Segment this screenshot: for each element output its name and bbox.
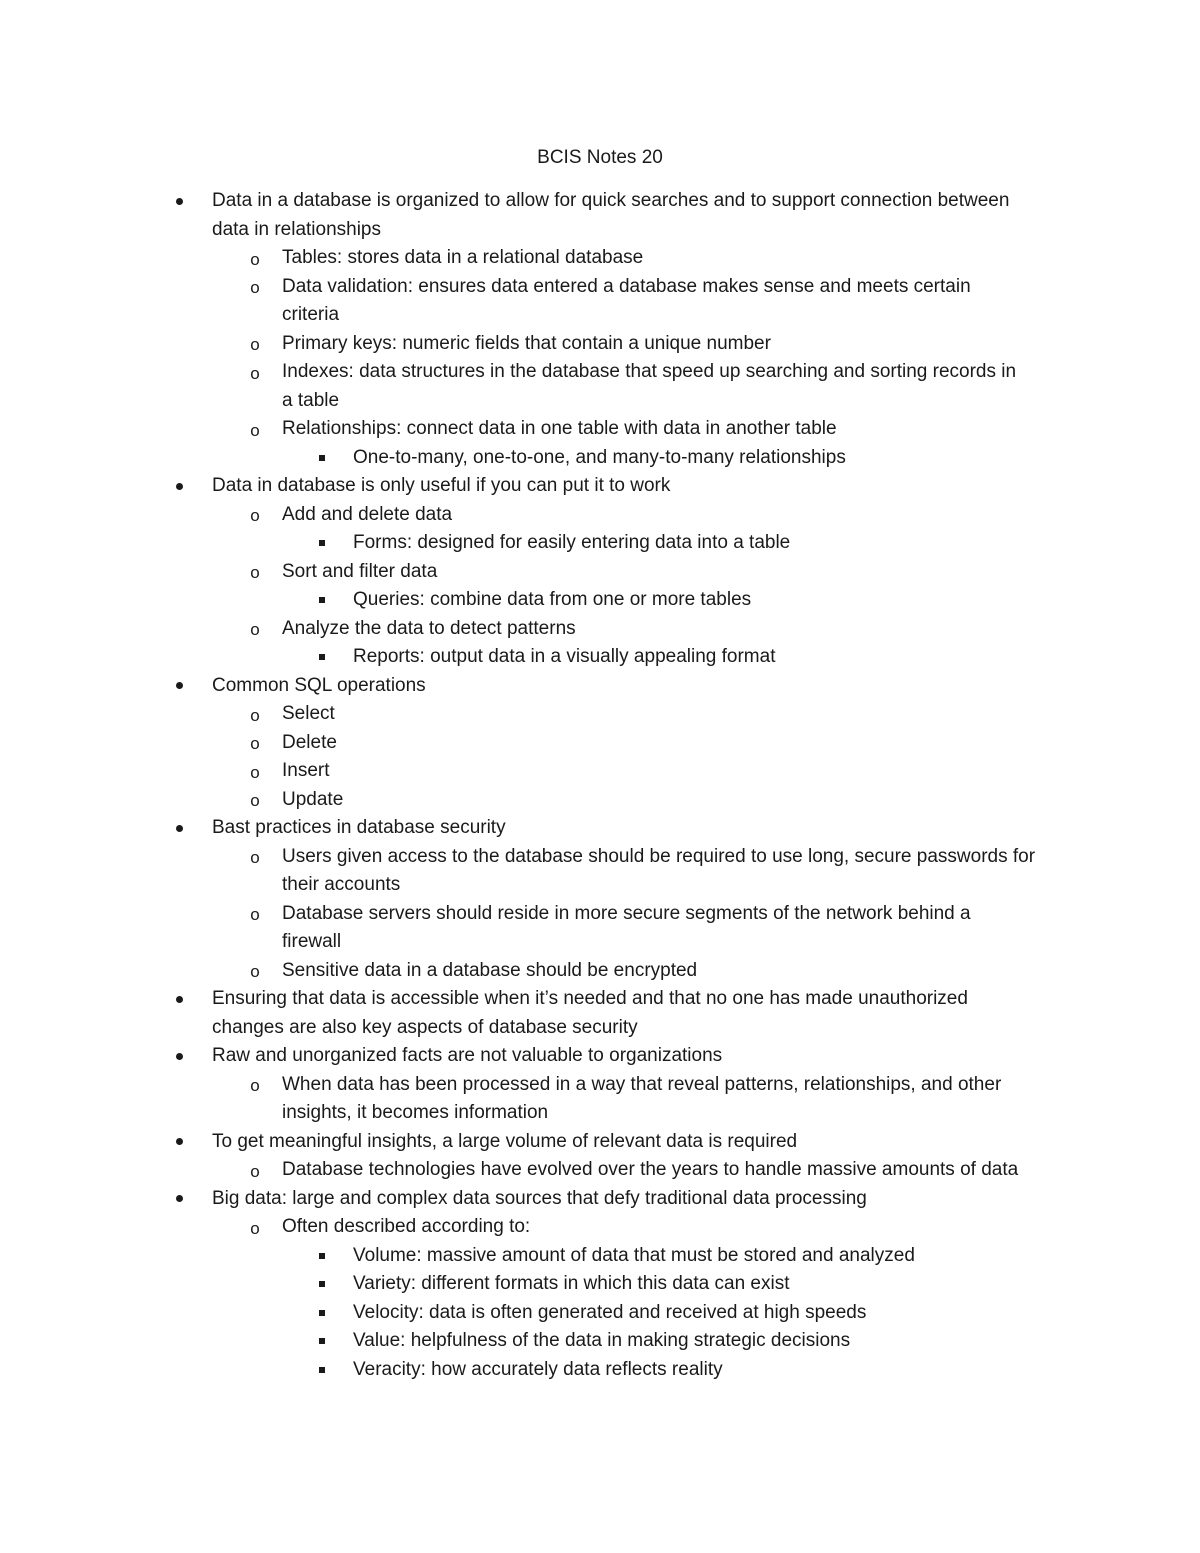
bullet-dot-icon <box>170 1128 188 1157</box>
list-item-text: Users given access to the database should be required to use long, secure passwords for <box>282 845 1036 867</box>
list-item-continuation-level-2 <box>0 871 1200 900</box>
list-item-level-3 <box>0 1356 1200 1385</box>
list-item-level-2 <box>0 1071 1200 1100</box>
bullet-square-icon <box>315 643 329 672</box>
list-item-text: Ensuring that data is accessible when it’s needed and that no one has made unauthorized <box>212 988 968 1009</box>
list-item-text: Tables: stores data in a relational database <box>282 247 644 268</box>
bullet-dot-icon <box>170 985 188 1014</box>
list-item-text: insights, it becomes information <box>282 1102 549 1123</box>
bullet-circle-icon: o <box>250 249 260 269</box>
bullet-circle-icon: o <box>250 363 260 383</box>
list-item-level-2 <box>0 729 1200 758</box>
list-item-text: a table <box>282 389 340 411</box>
list-item-text: Value: helpfulness of the data in making strategic decisions <box>353 1330 851 1351</box>
list-item-level-2 <box>0 957 1200 986</box>
list-item-continuation-level-2 <box>0 1099 1200 1128</box>
list-item-level-3 <box>0 444 1200 473</box>
list-item-text: data in relationships <box>212 218 381 240</box>
list-item-level-1 <box>0 1042 1200 1071</box>
bullet-circle-icon: o <box>250 705 260 725</box>
list-item-level-2 <box>0 501 1200 530</box>
list-item-text: One-to-many, one-to-one, and many-to-many relationships <box>353 446 846 468</box>
list-item-text: Variety: different formats in which this data can exist <box>353 1273 790 1294</box>
bullet-square-icon <box>315 1327 329 1356</box>
list-item-level-2 <box>0 1213 1200 1242</box>
bullet-square-icon <box>315 529 329 558</box>
list-item-level-2 <box>0 757 1200 786</box>
bullet-circle-icon: o <box>250 962 260 982</box>
list-item-text: Sort and filter data <box>282 560 438 582</box>
list-item-level-3 <box>0 1327 1200 1356</box>
list-item-text: Database servers should reside in more secure segments of the network behind a <box>282 902 971 924</box>
bullet-dot-icon <box>170 814 188 843</box>
bullet-circle-icon: o <box>250 335 260 355</box>
list-item-level-2 <box>0 244 1200 273</box>
bullet-dot-icon <box>170 187 188 216</box>
bullet-circle-icon: o <box>250 278 260 298</box>
list-item-text: Raw and unorganized facts are not valuable to organizations <box>212 1045 723 1066</box>
list-item-text: When data has been processed in a way that reveal patterns, relationships, and other <box>282 1073 1002 1095</box>
bullet-circle-icon: o <box>250 791 260 811</box>
bullet-circle-icon: o <box>250 848 260 868</box>
list-item-text: Data in database is only useful if you can put it to work <box>212 475 671 496</box>
list-item-level-3 <box>0 1270 1200 1299</box>
list-item-text: firewall <box>282 931 342 952</box>
list-item-text: Sensitive data in a database should be encrypted <box>282 959 698 981</box>
bullet-dot-icon <box>170 1042 188 1071</box>
list-item-text: Relationships: connect data in one table with data in another table <box>282 418 837 439</box>
bullet-circle-icon: o <box>250 420 260 440</box>
bullet-circle-icon: o <box>250 1161 260 1181</box>
bullet-circle-icon: o <box>250 1076 260 1096</box>
list-item-continuation-level-1 <box>0 216 1200 245</box>
list-item-text: Common SQL operations <box>212 674 426 696</box>
list-item-level-2 <box>0 330 1200 359</box>
list-item-text: Volume: massive amount of data that must be stored and analyzed <box>353 1244 915 1266</box>
bullet-circle-icon: o <box>250 734 260 754</box>
bullet-dot-icon <box>170 1185 188 1214</box>
list-item-text: To get meaningful insights, a large volume of relevant data is required <box>212 1130 798 1152</box>
list-item-level-1 <box>0 1185 1200 1214</box>
list-item-level-1 <box>0 1128 1200 1157</box>
list-item-text: Bast practices in database security <box>212 817 506 838</box>
list-item-text: Add and delete data <box>282 503 453 525</box>
list-item-level-3 <box>0 1242 1200 1271</box>
page-title: BCIS Notes 20 <box>537 147 663 168</box>
list-item-text: Select <box>282 703 335 724</box>
list-item-level-2 <box>0 615 1200 644</box>
bullet-circle-icon: o <box>250 620 260 640</box>
list-item-text: Reports: output data in a visually appealing format <box>353 646 776 667</box>
list-item-level-1 <box>0 814 1200 843</box>
bullet-square-icon <box>315 444 329 473</box>
list-item-level-2 <box>0 273 1200 302</box>
bullet-circle-icon: o <box>250 762 260 782</box>
list-item-text: Data validation: ensures data entered a database makes sense and meets certain <box>282 275 971 297</box>
list-item-continuation-level-2 <box>0 928 1200 957</box>
list-item-level-2 <box>0 558 1200 587</box>
list-item-text: Veracity: how accurately data reflects reality <box>353 1358 723 1380</box>
bullet-square-icon <box>315 586 329 615</box>
list-item-level-3 <box>0 586 1200 615</box>
list-item-level-2 <box>0 415 1200 444</box>
list-item-text: Often described according to: <box>282 1216 531 1237</box>
bullet-circle-icon: o <box>250 1218 260 1238</box>
list-item-text: Insert <box>282 760 330 781</box>
list-item-level-2 <box>0 358 1200 387</box>
list-item-level-1 <box>0 672 1200 701</box>
list-item-level-1 <box>0 985 1200 1014</box>
list-item-text: Database technologies have evolved over the years to handle massive amounts of data <box>282 1159 1019 1180</box>
list-item-level-3 <box>0 529 1200 558</box>
list-item-text: Velocity: data is often generated and received at high speeds <box>353 1301 867 1323</box>
list-item-level-2 <box>0 700 1200 729</box>
list-item-level-1 <box>0 472 1200 501</box>
list-item-text: Indexes: data structures in the database that speed up searching and sorting records in <box>282 361 1017 382</box>
list-item-continuation-level-2 <box>0 301 1200 330</box>
bullet-circle-icon: o <box>250 905 260 925</box>
bullet-square-icon <box>315 1356 329 1385</box>
list-item-text: Data in a database is organized to allow for quick searches and to support connection between <box>212 190 1010 211</box>
bullet-square-icon <box>315 1242 329 1271</box>
list-item-text: Primary keys: numeric fields that contain a unique number <box>282 332 771 354</box>
list-item-text: criteria <box>282 304 340 325</box>
list-item-level-2 <box>0 1156 1200 1185</box>
list-item-text: Analyze the data to detect patterns <box>282 617 576 639</box>
bullet-square-icon <box>315 1299 329 1328</box>
list-item-text: changes are also key aspects of database security <box>212 1016 638 1038</box>
bullet-square-icon <box>315 1270 329 1299</box>
list-item-level-2 <box>0 786 1200 815</box>
list-item-level-2 <box>0 843 1200 872</box>
list-item-level-1 <box>0 187 1200 216</box>
bullet-circle-icon: o <box>250 506 260 526</box>
list-item-continuation-level-2 <box>0 387 1200 416</box>
list-item-text: Forms: designed for easily entering data into a table <box>353 532 791 553</box>
list-item-text: Delete <box>282 731 337 753</box>
list-item-continuation-level-1 <box>0 1014 1200 1043</box>
list-item-level-3 <box>0 1299 1200 1328</box>
list-item-text: their accounts <box>282 874 401 895</box>
list-item-level-3 <box>0 643 1200 672</box>
list-item-text: Update <box>282 788 344 810</box>
list-item-level-2 <box>0 900 1200 929</box>
bullet-circle-icon: o <box>250 563 260 583</box>
list-item-text: Big data: large and complex data sources that defy traditional data processing <box>212 1187 867 1209</box>
bullet-dot-icon <box>170 472 188 501</box>
list-item-text: Queries: combine data from one or more tables <box>353 589 752 610</box>
bullet-dot-icon <box>170 672 188 701</box>
notes-outline <box>0 187 1200 1384</box>
